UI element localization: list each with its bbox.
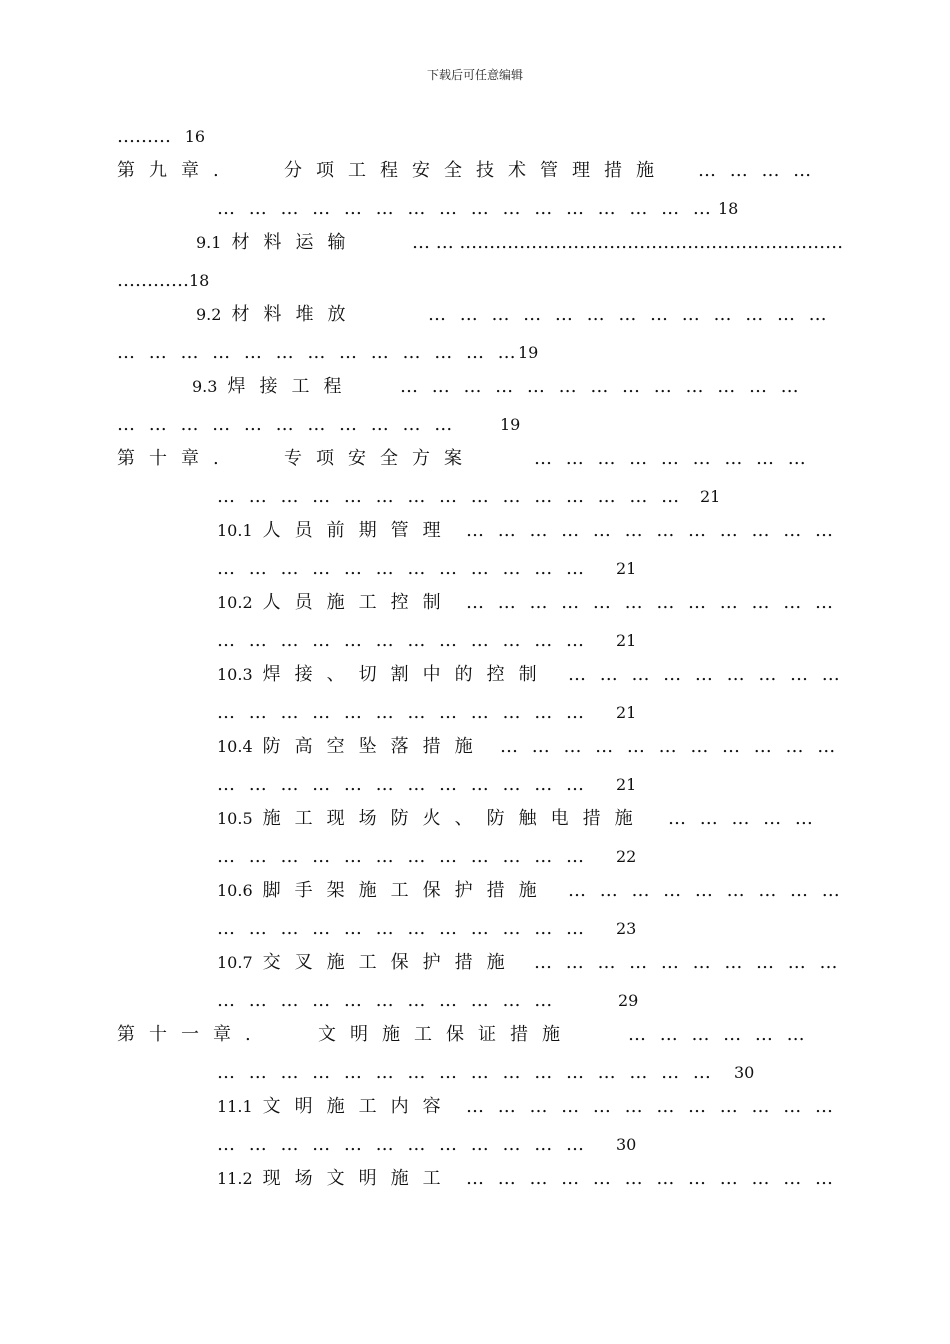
toc-title-text: 人员施工控制 (262, 592, 455, 613)
toc-section-10-2[interactable] (217, 590, 455, 616)
toc-title-text: 现场文明施工 (262, 1168, 455, 1189)
toc-leader-dots: … … … … … … (628, 1024, 809, 1045)
toc-page-number: 21 (616, 559, 637, 578)
toc-leader-dots: … … … … … … … … … … … … (217, 558, 588, 579)
toc-page-number: 19 (518, 343, 539, 362)
toc-section-9-2[interactable] (196, 302, 359, 328)
toc-leader-dots: … … … … … … … … … … … (117, 414, 457, 435)
toc-page-number: 18 (189, 271, 210, 290)
toc-title-text: 焊接工程 (227, 376, 356, 397)
toc-page-number: 30 (734, 1063, 755, 1082)
toc-page-number: 21 (700, 487, 721, 506)
toc-section-label: 10.6 (217, 881, 253, 900)
toc-title-text: 文明施工保证措施 (318, 1024, 574, 1045)
toc-leader-dots: ………… (117, 270, 189, 291)
toc-section-label: 10.7 (217, 953, 253, 972)
toc-page-number: 16 (184, 127, 206, 146)
toc-leader-dots: … … … … … … … … … … … … (217, 702, 588, 723)
toc-leader-dots: ……… (117, 126, 171, 147)
toc-leader-dots: … … … … … … … … … (534, 448, 810, 469)
toc-title-text: 人员前期管理 (262, 520, 455, 541)
toc-leader-dots: … … … … … … … … … … … … … … … … (217, 1062, 715, 1083)
toc-section-10-4[interactable] (217, 734, 487, 760)
toc-section-11-1[interactable] (217, 1094, 455, 1120)
toc-leader-dots: … … … … … … … … … … … … (466, 592, 837, 613)
toc-section-label: 10.5 (217, 809, 253, 828)
toc-leader-dots: … … … … … … … … … … … … (217, 846, 588, 867)
toc-page-number: 19 (500, 415, 521, 434)
toc-section-11-2[interactable] (217, 1166, 455, 1192)
toc-section-label: 10.1 (217, 521, 253, 540)
toc-section-label: 11.2 (217, 1169, 253, 1188)
page-header: 下载后可任意编辑 (426, 68, 523, 82)
toc-leader-dots: … … … … … … … … … … … … … … … (217, 486, 684, 507)
toc-title-text: 分项工程安全技术管理措施 (284, 160, 668, 181)
toc-leader-dots: … … .……………………………………………………… (412, 232, 844, 253)
toc-chapter-label: 第十一章. (117, 1024, 265, 1045)
toc-page-number: 30 (616, 1135, 637, 1154)
toc-leader-dots: … … … … … … … … … … … … … (400, 376, 803, 397)
toc-title-text: 文明施工内容 (262, 1096, 455, 1117)
toc-section-label: 11.1 (217, 1097, 253, 1116)
toc-chapter-label: 第十章. (117, 448, 233, 469)
toc-title-text: 交叉施工保护措施 (262, 952, 519, 973)
toc-section-10-5[interactable] (217, 806, 647, 832)
toc-section-label: 9.3 (192, 377, 218, 396)
toc-chapter-9[interactable] (117, 158, 233, 184)
toc-title-text: 防高空坠落措施 (262, 736, 487, 757)
toc-leader-dots: … … … … … … … … … … … … (466, 520, 837, 541)
toc-chapter-title (318, 1022, 574, 1048)
toc-chapter-11[interactable] (117, 1022, 265, 1048)
toc-leader-dots: … … … … (698, 160, 816, 181)
toc-leader-dots: … … … … … … … … … … … (217, 990, 557, 1011)
toc-section-10-3[interactable] (217, 662, 551, 688)
toc-title-text: 材料运输 (231, 232, 360, 253)
toc-leader-dots: … … … … … … … … … … … … (217, 630, 588, 651)
toc-title-text: 材料堆放 (231, 304, 360, 325)
toc-section-10-7[interactable] (217, 950, 519, 976)
toc-page-number: 18 (718, 199, 739, 218)
toc-page-number: 21 (616, 631, 637, 650)
toc-leader-dots: … … … … … … … … … … … … (466, 1168, 837, 1189)
toc-section-label: 9.2 (196, 305, 222, 324)
toc-leader-dots: … … … … … … … … … (568, 664, 844, 685)
toc-chapter-10[interactable] (117, 446, 233, 472)
toc-leader-dots (117, 268, 209, 294)
toc-section-10-1[interactable] (217, 518, 455, 544)
toc-page-number: 22 (616, 847, 637, 866)
toc-leader-dots: … … … … … … … … … … … … (466, 1096, 837, 1117)
toc-section-10-6[interactable] (217, 878, 551, 904)
toc-section-9-3[interactable] (192, 374, 355, 400)
toc-title-text: 脚手架施工保护措施 (262, 880, 551, 901)
toc-page-number: 21 (616, 775, 637, 794)
toc-section-label: 10.4 (217, 737, 253, 756)
toc-leader-dots: … … … … … … … … … … … … … (117, 342, 520, 363)
toc-leader-dots: … … … … … … … … … (568, 880, 844, 901)
toc-leader-dots: … … … … … … … … … … … … (217, 918, 588, 939)
toc-page-number: 21 (616, 703, 637, 722)
toc-leader-dots: … … … … … … … … … … (534, 952, 842, 973)
toc-chapter-label: 第九章. (117, 160, 233, 181)
toc-leader-dots: … … … … … (668, 808, 817, 829)
toc-continuation (117, 124, 205, 150)
toc-leader-dots: … … … … … … … … … … … … (217, 774, 588, 795)
toc-page-number: 23 (616, 919, 637, 938)
toc-chapter-title (284, 446, 476, 472)
toc-title-text: 专项安全方案 (284, 448, 476, 469)
toc-leader-dots: … … … … … … … … … … … … (217, 1134, 588, 1155)
toc-title-text: 焊接、切割中的控制 (262, 664, 551, 685)
toc-page-number: 29 (618, 991, 639, 1010)
toc-leader-dots: … … … … … … … … … … … … … … … … (217, 198, 715, 219)
toc-section-label: 10.3 (217, 665, 253, 684)
toc-title-text: 施工现场防火、防触电措施 (262, 808, 647, 829)
toc-section-9-1[interactable] (196, 230, 359, 256)
toc-leader-dots: … … … … … … … … … … … … … (428, 304, 831, 325)
toc-chapter-title (284, 158, 668, 184)
toc-leader-dots: … … … … … … … … … … … (500, 736, 840, 757)
toc-section-label: 9.1 (196, 233, 222, 252)
toc-section-label: 10.2 (217, 593, 253, 612)
